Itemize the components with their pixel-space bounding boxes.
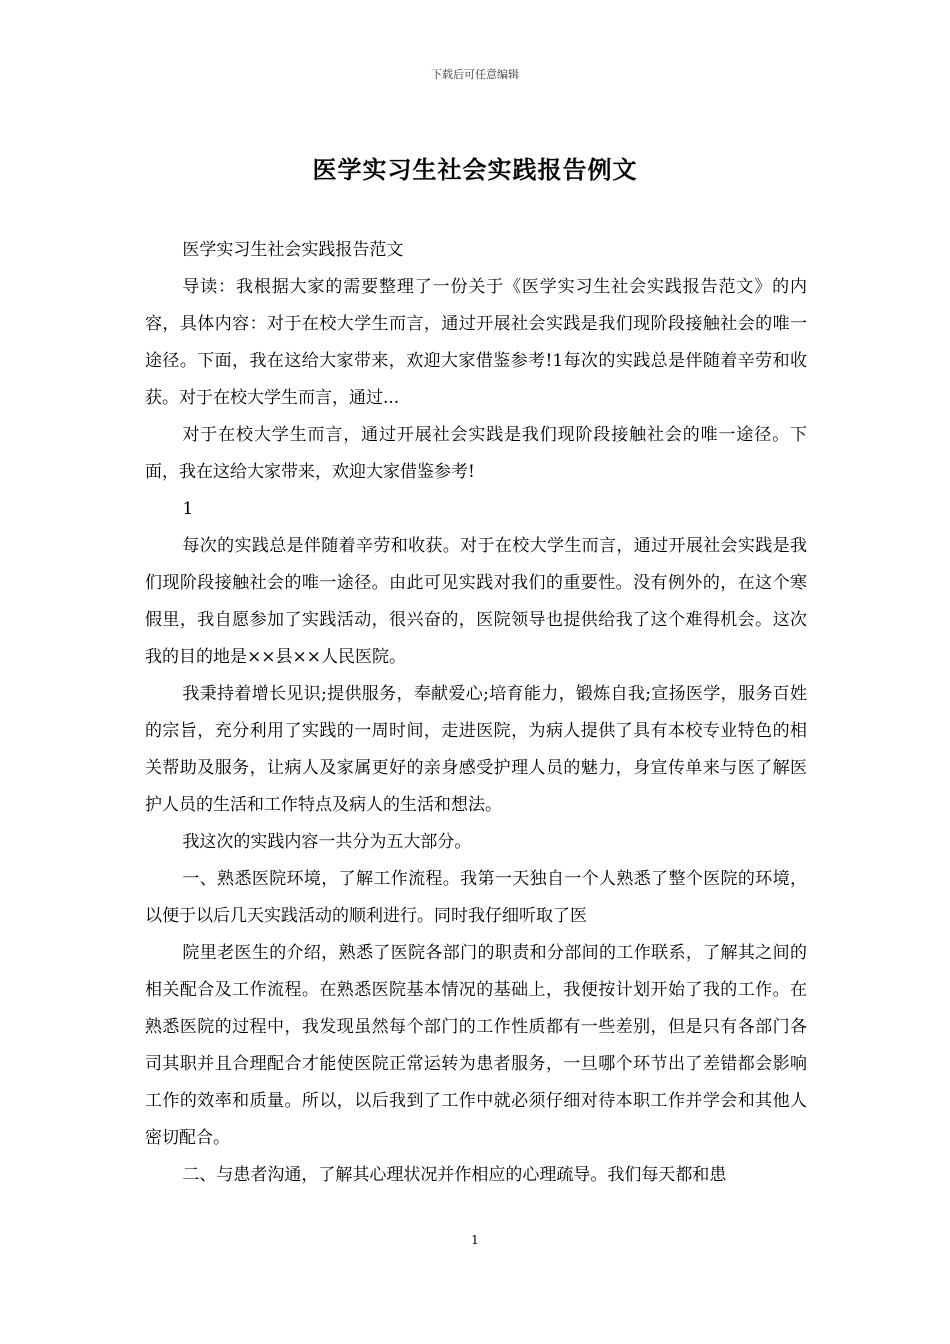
document-title: 医学实习生社会实践报告例文 <box>312 155 638 184</box>
paragraph: 我这次的实践内容一共分为五大部分。 <box>182 832 472 852</box>
paragraph-subtitle: 医学实习生社会实践报告范文 <box>182 240 404 260</box>
paragraph-intro: 导读：我根据大家的需要整理了一份关于《医学实习生社会实践报告范文》的内容，具体内容：对于在校大学生而言，通过开展社会实践是我们现阶段接触社会的唯一途径。下面，我在这给大家带来，欢迎大家借鉴参考!1每次的实践总是伴随着辛劳和收获。对于在校大学生而言，通过... <box>145 277 807 408</box>
paragraph: 每次的实践总是伴随着辛劳和收获。对于在校大学生而言，通过开展社会实践是我们现阶段接触社会的唯一途径。由此可见实践对我们的重要性。没有例外的，在这个寒假里，我自愿参加了实践活动，很兴奋的，医院领导也提供给我了这个难得机会。这次我的目的地是××县××人民医院。 <box>145 536 807 667</box>
page-header: 下载后可任意编辑 <box>431 68 519 81</box>
paragraph: 院里老医生的介绍，熟悉了医院各部门的职责和分部间的工作联系，了解其之间的相关配合及工作流程。在熟悉医院基本情况的基础上，我便按计划开始了我的工作。在熟悉医院的过程中，我发现虽然每个部门的工作性质都有一些差别，但是只有各部门各司其职并且合理配合才能使医院正常运转为患者服务，一旦哪个环节出了差错都会影响工作的效率和质量。所以，以后我到了工作中就必须仔细对待本职工作并学会和其他人密切配合。 <box>145 943 807 1148</box>
paragraph: 对于在校大学生而言，通过开展社会实践是我们现阶段接触社会的唯一途径。下面，我在这给大家带来，欢迎大家借鉴参考! <box>145 425 807 482</box>
page-number: 1 <box>471 1233 479 1247</box>
paragraph: 二、与患者沟通，了解其心理状况并作相应的心理疏导。我们每天都和患 <box>182 1165 727 1185</box>
section-number: 1 <box>182 499 194 519</box>
paragraph: 一、熟悉医院环境，了解工作流程。我第一天独自一个人熟悉了整个医院的环境，以便于以后几天实践活动的顺利进行。同时我仔细听取了医 <box>145 869 807 926</box>
document-body <box>145 232 807 1194</box>
paragraph: 我秉持着增长见识;提供服务，奉献爱心;培育能力，锻炼自我;宣扬医学，服务百姓的宗旨，充分利用了实践的一周时间，走进医院，为病人提供了具有本校专业特色的相关帮助及服务，让病人及家属更好的亲身感受护理人员的魅力，身宣传单来与医了解医护人员的生活和工作特点及病人的生活和想法。 <box>145 684 807 815</box>
